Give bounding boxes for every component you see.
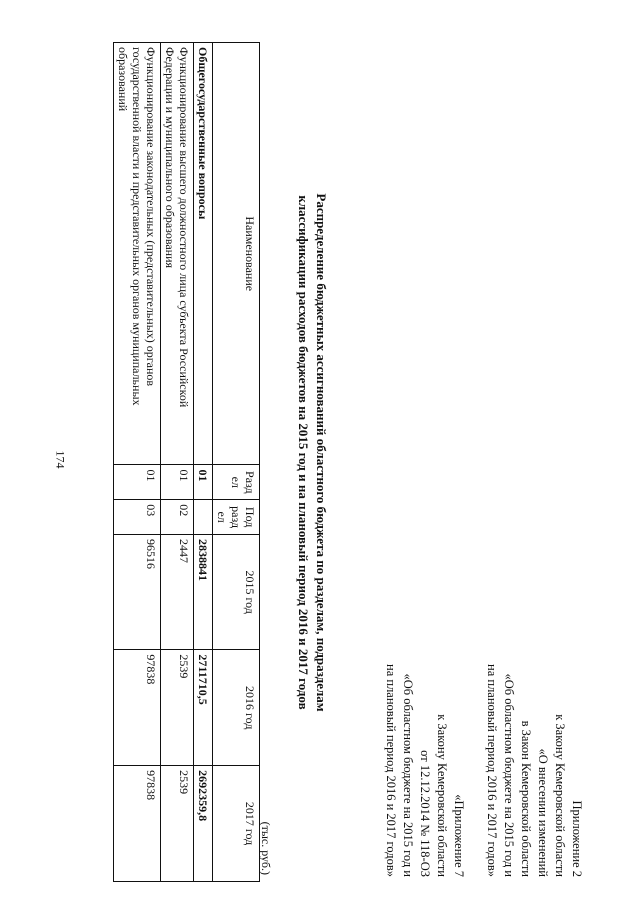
appendix-header xyxy=(366,664,585,877)
header-2015: 2015 год xyxy=(213,535,260,650)
header-name: Наименование xyxy=(213,43,260,465)
row-name: Функционирование высшего должностного лица субъекта Российской Федерации и муниципального образования xyxy=(161,43,194,465)
appendix-line: «Об областном бюджете на 2015 год и xyxy=(401,673,415,877)
appendix-line: Приложение 2 xyxy=(570,800,584,877)
budget-table xyxy=(113,42,260,882)
table-header-row xyxy=(213,43,260,882)
appendix-line: к Закону Кемеровской области xyxy=(553,714,567,877)
row-2017: 2692359,8 xyxy=(194,766,213,882)
row-2015: 2838841 xyxy=(194,535,213,650)
row-2015: 96516 xyxy=(114,535,161,650)
row-name: Функционирование законодательных (представительных) органов государственной власти и представительных органов муниципальных образований xyxy=(114,43,161,465)
appendix-line: «Об областном бюджете на 2015 год и xyxy=(502,673,516,877)
appendix-line: на плановый период 2016 и 2017 годов» xyxy=(485,664,499,877)
appendix-line: к Закону Кемеровской области xyxy=(435,714,449,877)
appendix-line: в Закон Кемеровской области xyxy=(519,720,533,877)
table-row xyxy=(161,43,194,882)
row-2017: 2539 xyxy=(161,766,194,882)
row-section: 01 xyxy=(194,465,213,500)
document-title xyxy=(294,60,330,845)
title-line-1: Распределение бюджетных ассигнований областного бюджета по разделам, подразделам xyxy=(314,193,329,712)
row-name: Общегосударственные вопросы xyxy=(194,43,213,465)
header-subsection: Под разд ел xyxy=(213,500,260,535)
header-2016: 2016 год xyxy=(213,650,260,766)
row-subsection xyxy=(194,500,213,535)
appendix-line: «Приложение 7 xyxy=(452,794,466,877)
row-section: 01 xyxy=(114,465,161,500)
appendix-line: на плановый период 2016 и 2017 годов» xyxy=(384,664,398,877)
page-number: 174 xyxy=(53,450,68,469)
row-2015: 2447 xyxy=(161,535,194,650)
appendix-7-block xyxy=(382,664,467,877)
row-subsection: 03 xyxy=(114,500,161,535)
header-section: Разд ел xyxy=(213,465,260,500)
row-2017: 97838 xyxy=(114,766,161,882)
row-2016: 2539 xyxy=(161,650,194,766)
table-row xyxy=(114,43,161,882)
appendix-2-block xyxy=(483,664,585,877)
row-subsection: 02 xyxy=(161,500,194,535)
row-2016: 2711710,5 xyxy=(194,650,213,766)
row-2016: 97838 xyxy=(114,650,161,766)
title-line-2: классификации расходов бюджетов на 2015 год и на плановый период 2016 и 2017 годов xyxy=(296,195,311,710)
row-section: 01 xyxy=(161,465,194,500)
unit-label: (тыс. руб.) xyxy=(259,821,273,875)
appendix-line: «О внесении изменений xyxy=(536,748,550,877)
header-2017: 2017 год xyxy=(213,766,260,882)
appendix-line: от 12.12.2014 № 118-ОЗ xyxy=(418,750,432,877)
table-row xyxy=(194,43,213,882)
